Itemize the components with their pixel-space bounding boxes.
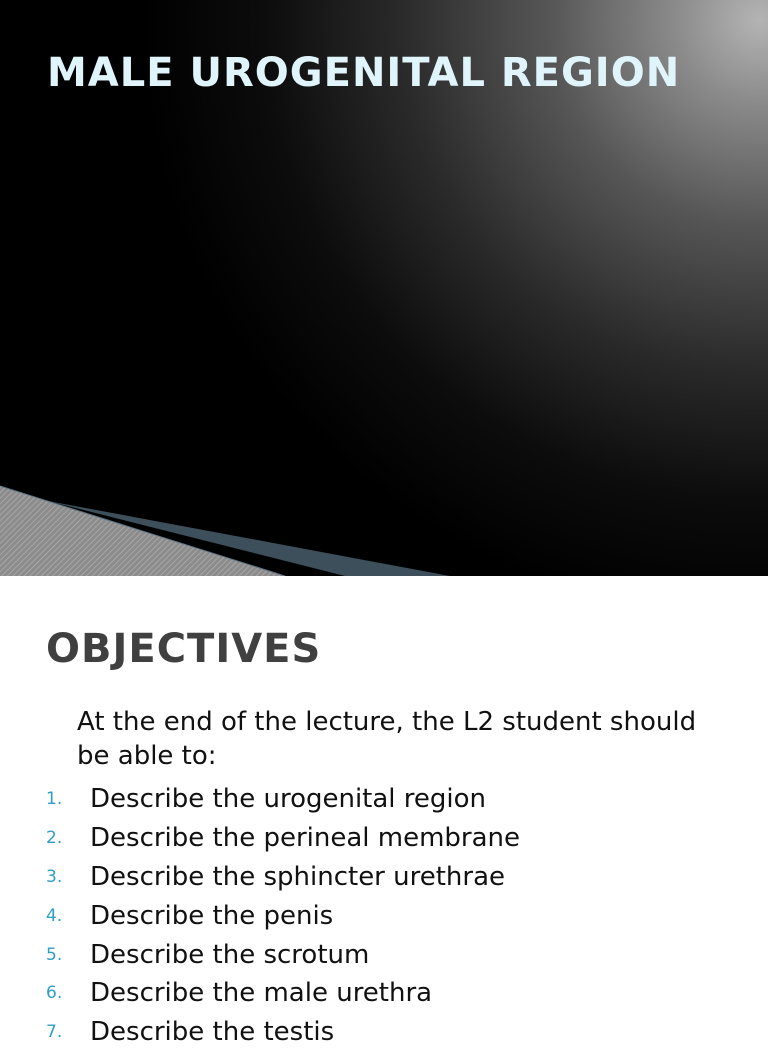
list-text: Describe the sphincter urethrae <box>90 861 506 892</box>
list-text: Describe the urogenital region <box>90 784 487 815</box>
list-item <box>46 974 520 1013</box>
list-text: Describe the testis <box>90 1017 335 1048</box>
list-text: Describe the scrotum <box>90 939 370 970</box>
slide-title: MALE UROGENITAL REGION <box>47 50 681 96</box>
list-number: 3. <box>46 866 63 887</box>
list-number: 1. <box>46 789 63 810</box>
list-item <box>46 819 520 858</box>
list-item <box>46 780 520 819</box>
objectives-list <box>46 780 520 1052</box>
list-number: 6. <box>46 983 63 1004</box>
objectives-heading: OBJECTIVES <box>46 626 322 672</box>
list-text: Describe the perineal membrane <box>90 823 521 854</box>
list-item <box>46 896 520 935</box>
list-number: 4. <box>46 905 63 926</box>
list-item <box>46 935 520 974</box>
intro-text: At the end of the lecture, the L2 student should be able to: <box>77 707 697 771</box>
list-text: Describe the penis <box>90 900 334 931</box>
list-item <box>46 1013 520 1052</box>
list-number: 5. <box>46 944 63 965</box>
list-text: Describe the male urethra <box>90 978 433 1009</box>
list-number: 7. <box>46 1022 63 1043</box>
list-item <box>46 858 520 897</box>
list-number: 2. <box>46 828 63 849</box>
objectives-slide <box>0 576 768 1048</box>
